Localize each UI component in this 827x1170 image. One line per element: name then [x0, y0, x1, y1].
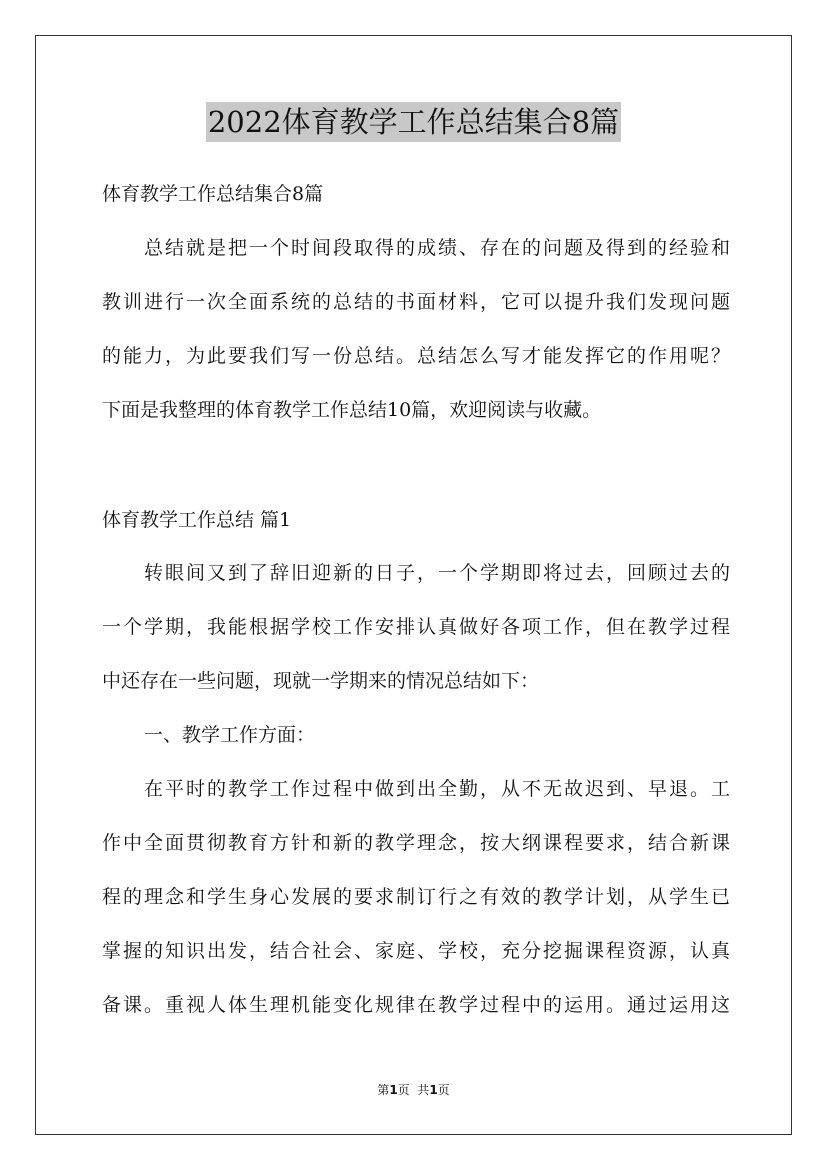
- intro-line-4: 下面是我整理的体育教学工作总结10篇，欢迎阅读与收藏。: [102, 399, 602, 421]
- intro-line-1: 总结就是把一个时间段取得的成绩、存在的问题及得到的经验和: [144, 237, 730, 259]
- document-subtitle: 体育教学工作总结集合8篇: [102, 183, 324, 205]
- body-line-2: 作中全面贯彻教育方针和新的教学理念，按大纲课程要求，结合新课: [102, 832, 730, 854]
- subheading: 一、教学工作方面：: [144, 724, 316, 746]
- footer-page-prefix: 第: [377, 1083, 390, 1097]
- title-container: [0, 102, 827, 142]
- footer-page-suffix: 页: [437, 1083, 450, 1097]
- page-footer: [0, 1082, 827, 1098]
- body-line-3: 程的理念和学生身心发展的要求制订行之有效的教学计划，从学生已: [102, 886, 730, 908]
- footer-page-current: 1: [389, 1083, 398, 1097]
- intro-line-3: 的能力，为此要我们写一份总结。总结怎么写才能发挥它的作用呢？: [102, 345, 730, 367]
- section-line-3: 中还存在一些问题，现就一学期来的情况总结如下：: [102, 670, 540, 692]
- body-line-5: 备课。重视人体生理机能变化规律在教学过程中的运用。通过运用这: [102, 994, 730, 1016]
- document-title: 2022体育教学工作总结集合8篇: [206, 102, 621, 142]
- section-line-1: 转眼间又到了辞旧迎新的日子，一个学期即将过去，回顾过去的: [144, 562, 730, 584]
- section-heading: 体育教学工作总结 篇1: [102, 509, 292, 531]
- section-line-2: 一个学期，我能根据学校工作安排认真做好各项工作，但在教学过程: [102, 616, 730, 638]
- body-line-4: 掌握的知识出发，结合社会、家庭、学校，充分挖掘课程资源，认真: [102, 940, 730, 962]
- body-line-1: 在平时的教学工作过程中做到出全勤，从不无故迟到、早退。工: [144, 778, 730, 800]
- footer-page-total: 1: [429, 1083, 438, 1097]
- footer-page-mid: 页 共: [397, 1083, 430, 1097]
- intro-line-2: 教训进行一次全面系统的总结的书面材料，它可以提升我们发现问题: [102, 291, 730, 313]
